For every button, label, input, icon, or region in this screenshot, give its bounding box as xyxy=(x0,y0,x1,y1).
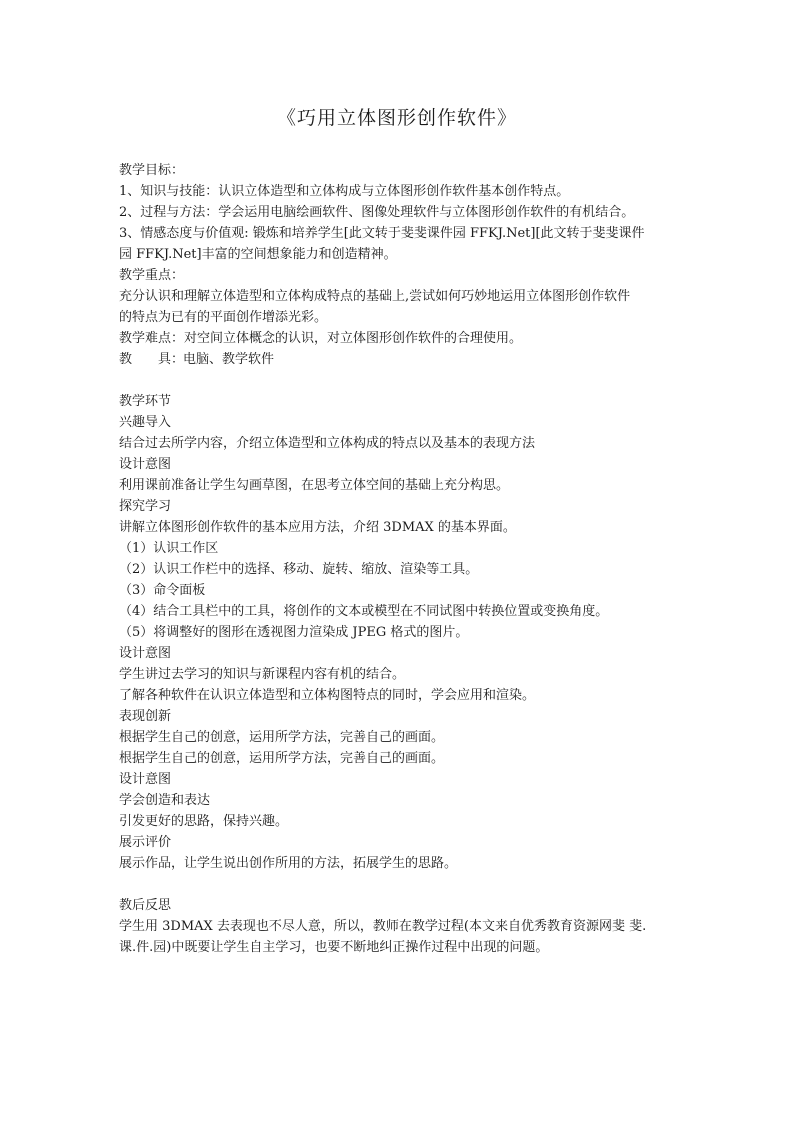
tools-value: 电脑、教学软件 xyxy=(183,352,275,367)
document-body xyxy=(119,160,679,958)
difficulty-line: 教学难点：对空间立体概念的认识，对立体图形创作软件的合理使用。 xyxy=(119,331,523,346)
key-points-line-2: 的特点为已有的平面创作增添光彩。 xyxy=(119,310,328,325)
step-item: （5）将调整好的图形在透视图力渲染成 JPEG 格式的图片。 xyxy=(119,625,469,640)
objective-item-3-line-2: 园 FFKJ.Net]丰富的空间想象能力和创造精神。 xyxy=(119,247,397,262)
objective-item-3-line-1: 3、情感态度与价值观: 锻炼和培养学生[此文转于斐斐课件园 FFKJ.Net][此文转于斐斐课件 xyxy=(119,226,645,241)
design-intent-text-2a: 学生讲过去学习的知识与新课程内容有机的结合。 xyxy=(119,667,406,682)
design-intent-text-3a: 学会创造和表达 xyxy=(119,793,211,808)
process-heading: 教学环节 xyxy=(119,394,172,409)
tools-label: 教 具： xyxy=(119,352,185,367)
objective-item-1: 1、知识与技能：认识立体造型和立体构成与立体图形创作软件基本创作特点。 xyxy=(119,184,570,199)
objectives-heading: 教学目标： xyxy=(119,163,185,178)
reflection-line-1: 学生用 3DMAX 去表现也不尽人意，所以，教师在教学过程(本文来自优秀教育资源网斐 斐. xyxy=(119,919,647,934)
design-intent-heading-1: 设计意图 xyxy=(119,457,172,472)
create-text-2: 根据学生自己的创意，运用所学方法，完善自己的画面。 xyxy=(119,751,445,766)
reflection-line-2: 课.件.园)中既要让学生自主学习，也要不断地纠正操作过程中出现的问题。 xyxy=(119,940,549,955)
key-points-heading: 教学重点： xyxy=(119,268,185,283)
design-intent-text-1: 利用课前准备让学生勾画草图，在思考立体空间的基础上充分构思。 xyxy=(119,478,510,493)
design-intent-text-3b: 引发更好的思路，保持兴趣。 xyxy=(119,814,289,829)
intro-heading: 兴趣导入 xyxy=(119,415,172,430)
step-item: （1）认识工作区 xyxy=(119,541,219,556)
objective-item-2: 2、过程与方法：学会运用电脑绘画软件、图像处理软件与立体图形创作软件的有机结合。 xyxy=(119,205,635,220)
explore-text: 讲解立体图形创作软件的基本应用方法，介绍 3DMAX 的基本界面。 xyxy=(119,520,516,535)
step-item: （3）命令面板 xyxy=(119,583,206,598)
document-title: 《巧用立体图形创作软件》 xyxy=(276,107,517,129)
create-text-1: 根据学生自己的创意，运用所学方法，完善自己的画面。 xyxy=(119,730,445,745)
evaluation-text: 展示作品，让学生说出创作所用的方法，拓展学生的思路。 xyxy=(119,856,458,871)
key-points-line-1: 充分认识和理解立体造型和立体构成特点的基础上,尝试如何巧妙地运用立体图形创作软件 xyxy=(119,289,631,304)
step-item: （2）认识工作栏中的选择、移动、旋转、缩放、渲染等工具。 xyxy=(119,562,479,577)
spacer xyxy=(119,874,679,895)
design-intent-heading-3: 设计意图 xyxy=(119,772,172,787)
evaluation-heading: 展示评价 xyxy=(119,835,172,850)
step-item: （4）结合工具栏中的工具，将创作的文本或模型在不同试图中转换位置或变换角度。 xyxy=(119,604,609,619)
spacer xyxy=(119,370,679,391)
tools-line xyxy=(119,349,679,370)
create-heading: 表现创新 xyxy=(119,709,172,724)
intro-text: 结合过去所学内容，介绍立体造型和立体构成的特点以及基本的表现方法 xyxy=(119,436,536,451)
design-intent-heading-2: 设计意图 xyxy=(119,646,172,661)
reflection-heading: 教后反思 xyxy=(119,898,172,913)
explore-heading: 探究学习 xyxy=(119,499,172,514)
design-intent-text-2b: 了解各种软件在认识立体造型和立体构图特点的同时，学会应用和渲染。 xyxy=(119,688,536,703)
